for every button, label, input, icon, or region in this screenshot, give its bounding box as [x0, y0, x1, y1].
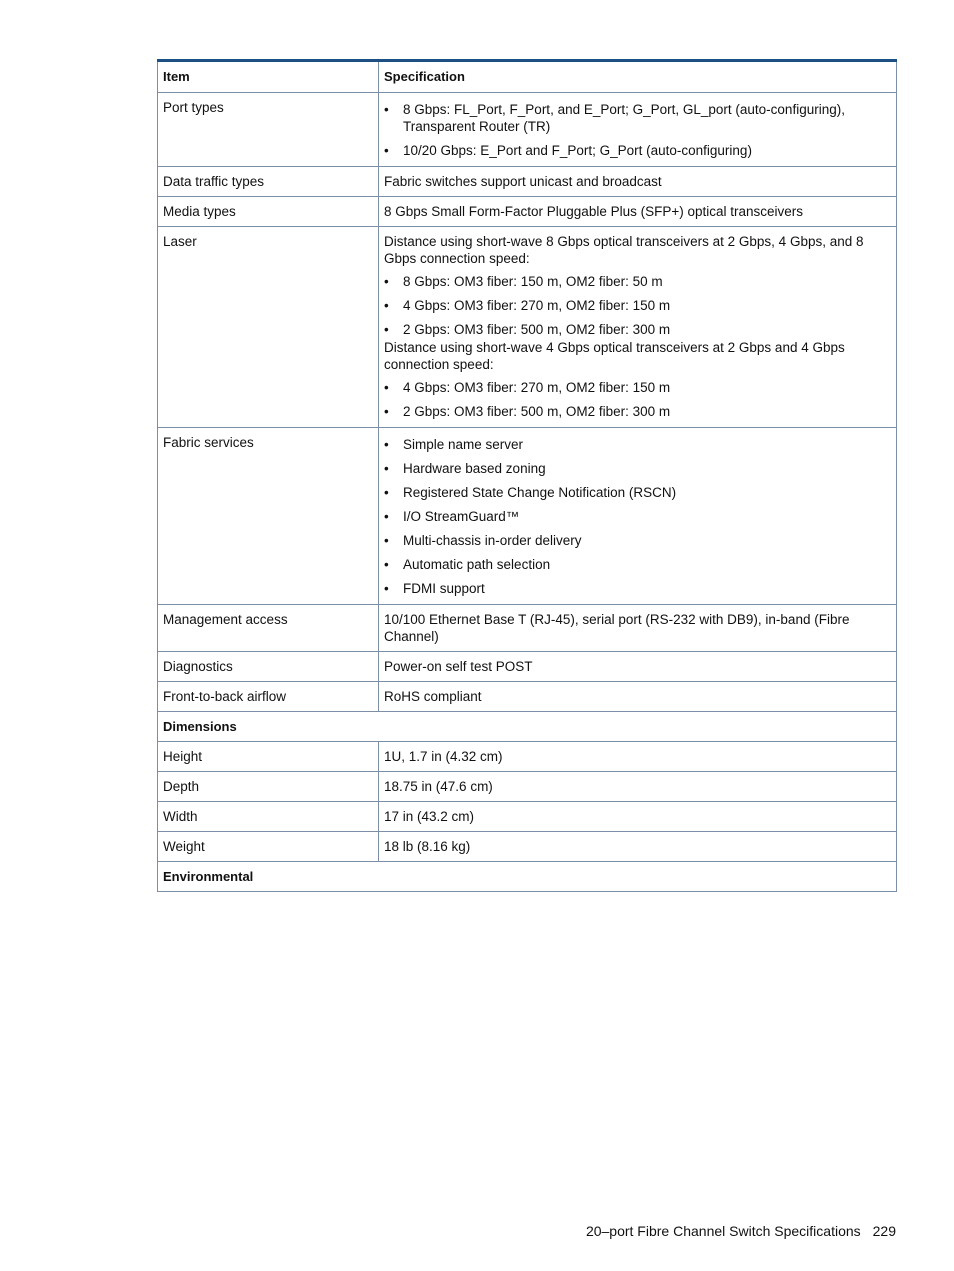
list-item: • Multi-chassis in-order delivery [384, 532, 891, 549]
table-row [158, 832, 897, 862]
list-item: • Simple name server [384, 436, 891, 453]
table-row [158, 227, 897, 428]
laser-4gbps-list [384, 379, 891, 420]
table-row [158, 197, 897, 227]
list-item: • 8 Gbps: OM3 fiber: 150 m, OM2 fiber: 50 m [384, 273, 891, 290]
section-heading-dimensions: Dimensions [158, 712, 897, 742]
row-value-fabric-services [379, 428, 897, 605]
row-label-depth: Depth [158, 772, 379, 802]
table-row [158, 93, 897, 167]
list-item: • Automatic path selection [384, 556, 891, 573]
table-row [158, 605, 897, 652]
row-value-diagnostics: Power-on self test POST [379, 652, 897, 682]
row-label-airflow: Front-to-back airflow [158, 682, 379, 712]
row-value-management: 10/100 Ethernet Base T (RJ-45), serial port (RS-232 with DB9), in-band (Fibre Channel) [379, 605, 897, 652]
row-value-width: 17 in (43.2 cm) [379, 802, 897, 832]
list-item: • Registered State Change Notification (RSCN) [384, 484, 891, 501]
laser-intro-4gbps: Distance using short-wave 4 Gbps optical transceivers at 2 Gbps and 4 Gbps connection speed: [384, 340, 845, 372]
row-value-weight: 18 lb (8.16 kg) [379, 832, 897, 862]
row-value-media-types: 8 Gbps Small Form-Factor Pluggable Plus (SFP+) optical transceivers [379, 197, 897, 227]
row-label-fabric-services: Fabric services [158, 428, 379, 605]
table-row [158, 428, 897, 605]
list-item: • 8 Gbps: FL_Port, F_Port, and E_Port; G_Port, GL_port (auto-configuring), Transparent Router (TR) [384, 101, 891, 135]
section-heading-environmental: Environmental [158, 862, 897, 892]
table-header-row [158, 61, 897, 93]
fabric-services-list [384, 436, 891, 597]
list-item: • 2 Gbps: OM3 fiber: 500 m, OM2 fiber: 300 m [384, 321, 891, 338]
table-row [158, 772, 897, 802]
page-number: 229 [872, 1223, 896, 1239]
footer-title: 20–port Fibre Channel Switch Specifications [585, 1223, 861, 1239]
row-value-laser [379, 227, 897, 428]
row-label-width: Width [158, 802, 379, 832]
laser-8gbps-list [384, 273, 891, 338]
row-label-weight: Weight [158, 832, 379, 862]
list-item: • 10/20 Gbps: E_Port and F_Port; G_Port (auto-configuring) [384, 142, 891, 159]
row-value-height: 1U, 1.7 in (4.32 cm) [379, 742, 897, 772]
row-value-depth: 18.75 in (47.6 cm) [379, 772, 897, 802]
row-label-height: Height [158, 742, 379, 772]
section-row-dimensions [158, 712, 897, 742]
row-value-airflow: RoHS compliant [379, 682, 897, 712]
list-item: • 4 Gbps: OM3 fiber: 270 m, OM2 fiber: 150 m [384, 297, 891, 314]
row-label-laser: Laser [158, 227, 379, 428]
list-item: • 4 Gbps: OM3 fiber: 270 m, OM2 fiber: 150 m [384, 379, 891, 396]
table-row [158, 802, 897, 832]
specifications-table [157, 59, 897, 892]
row-label-port-types: Port types [158, 93, 379, 167]
list-item: • Hardware based zoning [384, 460, 891, 477]
table-row [158, 167, 897, 197]
list-item: • 2 Gbps: OM3 fiber: 500 m, OM2 fiber: 300 m [384, 403, 891, 420]
row-value-data-traffic: Fabric switches support unicast and broadcast [379, 167, 897, 197]
row-label-management: Management access [158, 605, 379, 652]
row-label-data-traffic: Data traffic types [158, 167, 379, 197]
header-specification: Specification [379, 61, 897, 93]
table-row [158, 652, 897, 682]
header-item: Item [158, 61, 379, 93]
row-label-media-types: Media types [158, 197, 379, 227]
port-types-list [384, 101, 891, 159]
laser-intro-8gbps: Distance using short-wave 8 Gbps optical transceivers at 2 Gbps, 4 Gbps, and 8 Gbps connection speed: [384, 234, 864, 266]
table-row [158, 742, 897, 772]
table-row [158, 682, 897, 712]
row-label-diagnostics: Diagnostics [158, 652, 379, 682]
list-item: • FDMI support [384, 580, 891, 597]
row-value-port-types [379, 93, 897, 167]
page-footer [586, 1223, 896, 1239]
list-item: • I/O StreamGuard™ [384, 508, 891, 525]
section-row-environmental [158, 862, 897, 892]
